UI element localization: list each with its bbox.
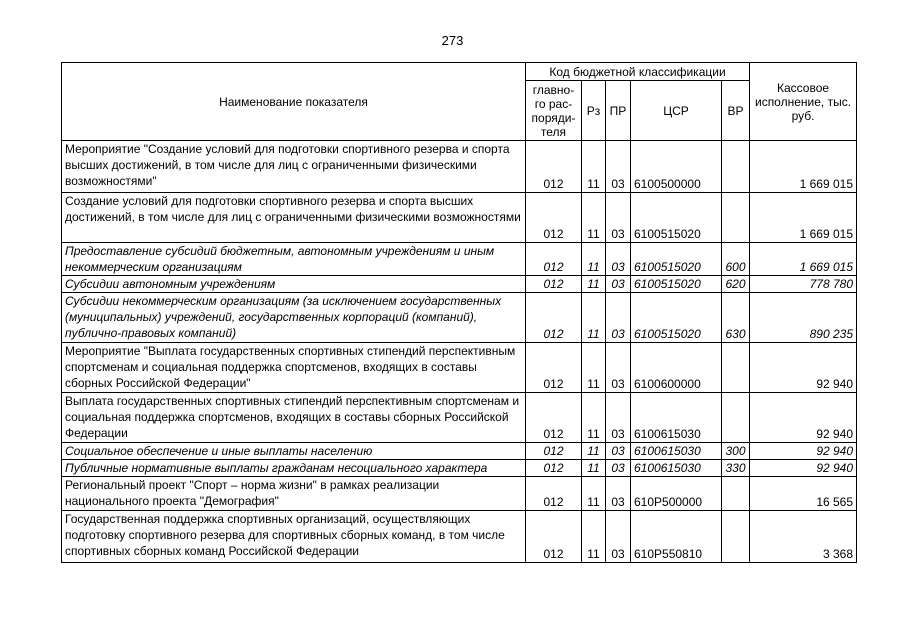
row-admin-code: 012 [526,293,582,343]
row-pr-code: 03 [606,443,631,460]
row-admin-code: 012 [526,141,582,193]
row-csr-code: 6100515020 [631,243,722,276]
row-vr-code [722,343,750,393]
header-admin: главно-го рас-поряди-теля [526,81,582,141]
row-name: Публичные нормативные выплаты гражданам несоциального характера [62,460,526,477]
row-name: Субсидии некоммерческим организациям (за исключением государственных (муниципальных) учреждений, государственных корпораций (компаний), публично-правовых компаний) [62,293,526,343]
table-row [62,243,857,276]
row-pr-code: 03 [606,193,631,243]
row-admin-code: 012 [526,477,582,511]
row-amount: 92 940 [750,343,857,393]
row-pr-code: 03 [606,511,631,563]
row-name: Региональный проект "Спорт – норма жизни" в рамках реализации национального проекта "Демография" [62,477,526,511]
row-admin-code: 012 [526,393,582,443]
row-amount: 16 565 [750,477,857,511]
row-rz-code: 11 [582,460,606,477]
row-rz-code: 11 [582,141,606,193]
row-pr-code: 03 [606,276,631,293]
row-csr-code: 6100615030 [631,393,722,443]
row-name: Государственная поддержка спортивных организаций, осуществляющих подготовку спортивного резерва для спортивных сборных команд, в том числе спортивных сборных команд Российской Федерации [62,511,526,563]
page-number: 273 [441,33,464,48]
table-row [62,193,857,243]
row-csr-code: 6100615030 [631,443,722,460]
row-rz-code: 11 [582,243,606,276]
row-name: Создание условий для подготовки спортивного резерва и спорта высших достижений, в том числе для лиц с ограниченными физическими возможностями [62,193,526,243]
row-amount: 92 940 [750,460,857,477]
row-csr-code: 6100515020 [631,276,722,293]
row-name: Мероприятие "Выплата государственных спортивных стипендий перспективным спортсменам и социальная поддержка спортсменов, входящих в составы сборных Российской Федерации" [62,343,526,393]
row-vr-code: 330 [722,460,750,477]
row-rz-code: 11 [582,276,606,293]
row-vr-code: 600 [722,243,750,276]
table-row [62,276,857,293]
row-csr-code: 610P500000 [631,477,722,511]
row-pr-code: 03 [606,393,631,443]
row-name: Предоставление субсидий бюджетным, автономным учреждениям и иным некоммерческим организациям [62,243,526,276]
row-admin-code: 012 [526,243,582,276]
row-admin-code: 012 [526,460,582,477]
row-vr-code [722,393,750,443]
row-rz-code: 11 [582,511,606,563]
row-csr-code: 6100515020 [631,193,722,243]
row-vr-code: 620 [722,276,750,293]
header-pr: ПР [606,81,631,141]
row-csr-code: 610P550810 [631,511,722,563]
row-name: Социальное обеспечение и иные выплаты населению [62,443,526,460]
row-admin-code: 012 [526,443,582,460]
row-pr-code: 03 [606,293,631,343]
row-vr-code [722,193,750,243]
row-pr-code: 03 [606,477,631,511]
table-row [62,393,857,443]
row-vr-code: 630 [722,293,750,343]
row-rz-code: 11 [582,293,606,343]
header-code-group: Код бюджетной классификации [526,63,750,81]
row-pr-code: 03 [606,460,631,477]
row-csr-code: 6100600000 [631,343,722,393]
row-name: Субсидии автономным учреждениям [62,276,526,293]
row-csr-code: 6100500000 [631,141,722,193]
table-row [62,443,857,460]
row-amount: 890 235 [750,293,857,343]
row-rz-code: 11 [582,477,606,511]
row-vr-code [722,477,750,511]
row-amount: 92 940 [750,443,857,460]
row-csr-code: 6100615030 [631,460,722,477]
table-row [62,293,857,343]
row-admin-code: 012 [526,193,582,243]
row-pr-code: 03 [606,243,631,276]
row-rz-code: 11 [582,393,606,443]
header-amount: Кассовое исполнение, тыс. руб. [750,63,857,141]
row-rz-code: 11 [582,193,606,243]
table-row [62,477,857,511]
row-admin-code: 012 [526,511,582,563]
row-pr-code: 03 [606,141,631,193]
row-amount: 92 940 [750,393,857,443]
row-rz-code: 11 [582,443,606,460]
row-amount: 1 669 015 [750,141,857,193]
header-vr: ВР [722,81,750,141]
row-vr-code: 300 [722,443,750,460]
table-row [62,511,857,563]
budget-table [61,62,857,563]
row-vr-code [722,511,750,563]
row-admin-code: 012 [526,343,582,393]
row-vr-code [722,141,750,193]
row-rz-code: 11 [582,343,606,393]
row-amount: 1 669 015 [750,243,857,276]
row-admin-code: 012 [526,276,582,293]
row-amount: 778 780 [750,276,857,293]
table-row [62,343,857,393]
row-csr-code: 6100515020 [631,293,722,343]
table-row [62,141,857,193]
header-name: Наименование показателя [62,63,526,141]
row-name: Мероприятие "Создание условий для подготовки спортивного резерва и спорта высших достижений, в том числе для лиц с ограниченными физическими возможностями" [62,141,526,193]
row-name: Выплата государственных спортивных стипендий перспективным спортсменам и социальная поддержка спортсменов, входящих в составы сборных Российской Федерации [62,393,526,443]
header-csr: ЦСР [631,81,722,141]
row-pr-code: 03 [606,343,631,393]
header-rz: Рз [582,81,606,141]
row-amount: 1 669 015 [750,193,857,243]
table-row [62,460,857,477]
row-amount: 3 368 [750,511,857,563]
